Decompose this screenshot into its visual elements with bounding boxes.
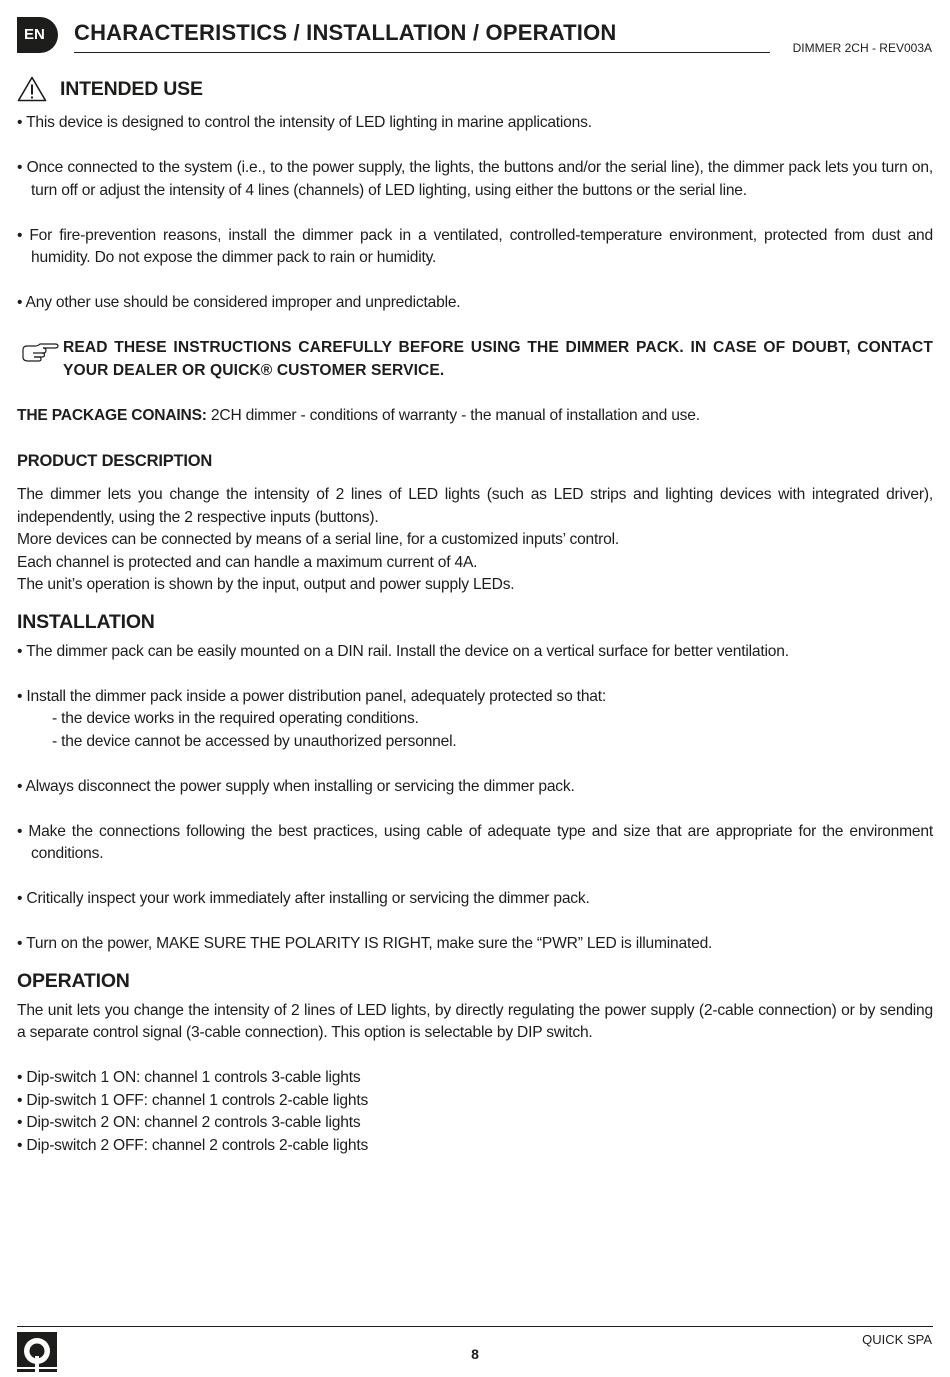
dip-switch-item: • Dip-switch 1 OFF: channel 1 controls 2-cable lights <box>17 1091 369 1109</box>
operation-intro: The unit lets you change the intensity of 2 lines of LED lights, by directly regulating the power supply (2-cable connection) or by sending a separate control signal (3-cable connection). This option is selectable by DIP switch. <box>17 1001 933 1041</box>
intended-use-item: • Any other use should be considered improper and unpredictable. <box>17 294 461 311</box>
page-number: 8 <box>471 1346 479 1362</box>
intended-use-title: INTENDED USE <box>60 78 203 100</box>
company-name: QUICK SPA <box>862 1332 932 1347</box>
intended-use-heading <box>17 76 933 102</box>
product-description-title: PRODUCT DESCRIPTION <box>17 451 213 470</box>
page-title: CHARACTERISTICS / INSTALLATION / OPERATION <box>74 20 617 45</box>
footer-divider <box>17 1326 933 1327</box>
installation-item: • Always disconnect the power supply when installing or servicing the dimmer pack. <box>17 777 575 795</box>
notice-text: READ THESE INSTRUCTIONS CAREFULLY BEFORE USING THE DIMMER PACK. IN CASE OF DOUBT, CONTACT YOUR DEALER OR QUICK® CUSTOMER SERVICE. <box>63 339 933 379</box>
header-divider <box>74 52 770 53</box>
product-description-line: More devices can be connected by means of a serial line, for a customized inputs’ control. <box>17 531 620 548</box>
installation-item: • Critically inspect your work immediately after installing or servicing the dimmer pack. <box>17 890 590 907</box>
product-description-line: The dimmer lets you change the intensity of 2 lines of LED lights (such as LED strips and lighting devices with integrated driver), independently, using the 2 respective inputs (buttons). <box>17 486 933 526</box>
dip-switch-item: • Dip-switch 1 ON: channel 1 controls 3-cable lights <box>17 1069 361 1086</box>
installation-item: • Make the connections following the best practices, using cable of adequate type and size that are appropriate for the environment conditions. <box>17 822 933 862</box>
intended-use-item: • This device is designed to control the intensity of LED lighting in marine applications. <box>17 114 592 131</box>
language-badge: EN <box>17 17 58 53</box>
installation-item: • Turn on the power, MAKE SURE THE POLARITY IS RIGHT, make sure the “PWR” LED is illuminated. <box>17 935 713 952</box>
installation-subitem: - the device works in the required operating conditions. <box>52 710 419 727</box>
read-instructions-notice <box>17 337 933 382</box>
package-contents <box>17 405 933 428</box>
installation-item: • The dimmer pack can be easily mounted on a DIN rail. Install the device on a vertical surface for better ventilation. <box>17 642 789 660</box>
document-code: DIMMER 2CH - REV003A <box>792 41 932 55</box>
product-description-line: Each channel is protected and can handle a maximum current of 4A. <box>17 553 478 571</box>
installation-title: INSTALLATION <box>17 610 155 633</box>
pointing-hand-icon <box>21 341 63 363</box>
installation-item: • Install the dimmer pack inside a power distribution panel, adequately protected so that: <box>17 687 607 705</box>
dip-switch-item: • Dip-switch 2 OFF: channel 2 controls 2-cable lights <box>17 1136 369 1154</box>
warning-icon <box>17 76 47 102</box>
product-description-line: The unit’s operation is shown by the input, output and power supply LEDs. <box>17 576 515 593</box>
package-text: 2CH dimmer - conditions of warranty - the manual of installation and use. <box>206 406 700 424</box>
installation-subitem: - the device cannot be accessed by unauthorized personnel. <box>52 732 457 750</box>
intended-use-item: • For fire-prevention reasons, install the dimmer pack in a ventilated, controlled-temperature environment, protected from dust and humidity. Do not expose the dimmer pack to rain or humidity. <box>17 226 933 266</box>
page-content <box>17 76 933 1157</box>
operation-title: OPERATION <box>17 969 130 992</box>
package-label: THE PACKAGE CONAINS: <box>17 406 207 424</box>
dip-switch-item: • Dip-switch 2 ON: channel 2 controls 3-cable lights <box>17 1114 361 1131</box>
intended-use-item: • Once connected to the system (i.e., to the power supply, the lights, the buttons and/or the serial line), the dimmer pack lets you turn on, turn off or adjust the intensity of 4 lines (channels) of LED lighting, using either the buttons or the serial line. <box>17 159 933 199</box>
